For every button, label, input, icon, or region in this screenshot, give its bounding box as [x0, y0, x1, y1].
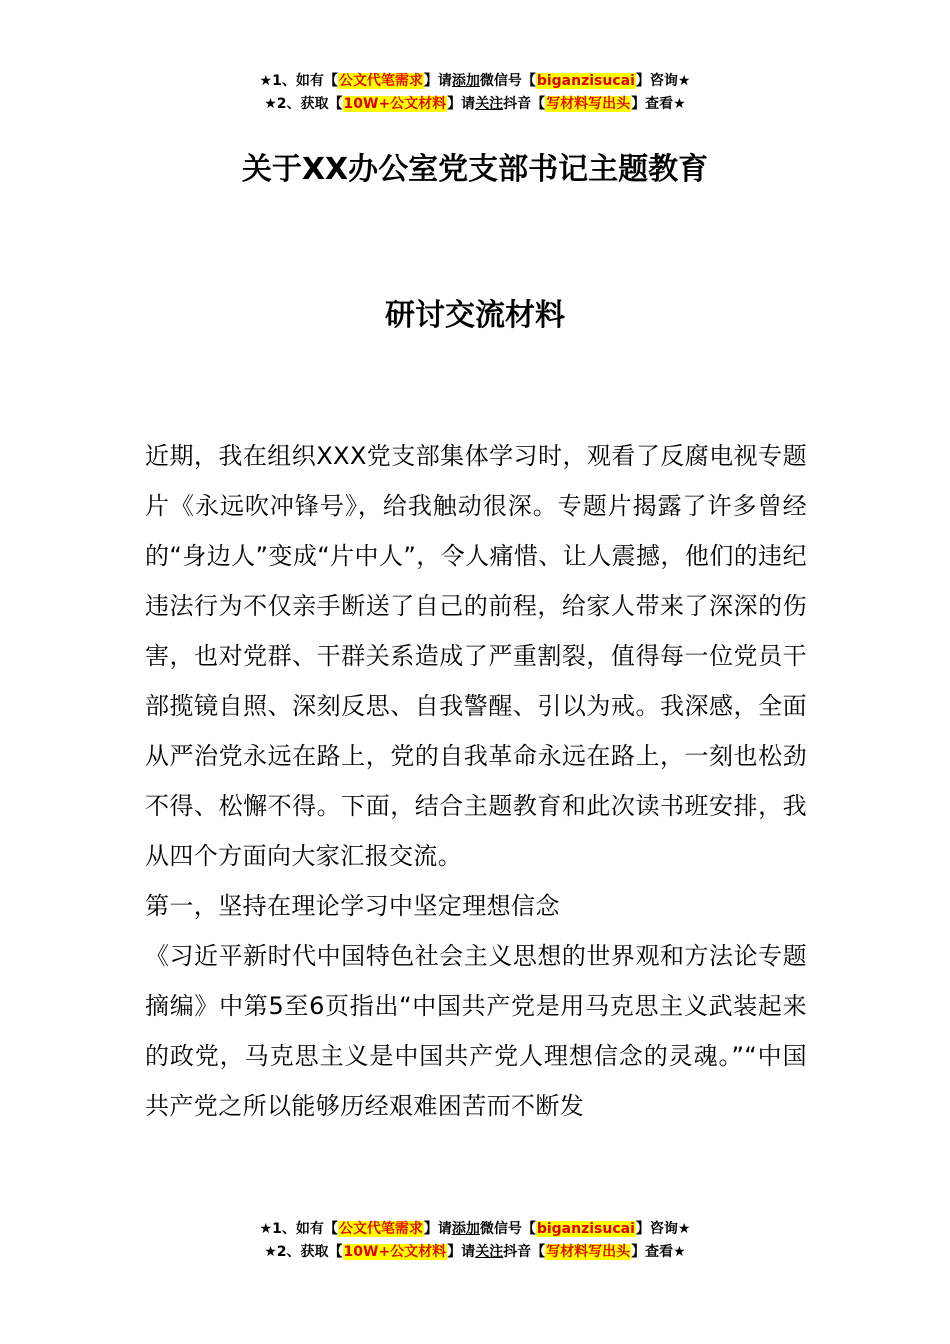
- banner-text: 】请: [447, 96, 476, 112]
- banner-text: 】咨询★: [635, 1221, 691, 1237]
- document-title-line-1: 关于XX办公室党支部书记主题教育: [241, 152, 709, 187]
- banner-underline-follow: 关注: [475, 96, 504, 112]
- header-banner: [0, 70, 950, 116]
- banner-text: ★1、如有【: [259, 1221, 338, 1237]
- body-paragraph-intro: 近期，我在组织XXX党支部集体学习时，观看了反腐电视专题片《永远吹冲锋号》，给我触动很深。专题片揭露了许多曾经的“身边人”变成“片中人”，令人痛惜、让人震撼，他们的违纪违法行为不仅亲手断送了自己的前程，给家人带来了深深的伤害，也对党群、干群关系造成了严重割裂，值得每一位党员干部揽镜自照、深刻反思、自我警醒、引以为戒。我深感，全面从严治党永远在路上，党的自我革命永远在路上，一刻也松劲不得、松懈不得。下面，结合主题教育和此次读书班安排，我从四个方面向大家汇报交流。: [145, 442, 807, 870]
- footer-banner-line-1: [0, 1218, 950, 1241]
- footer-banner: [0, 1218, 950, 1264]
- banner-highlight-douyin-id: 写材料写出头: [546, 1244, 631, 1260]
- banner-highlight-douyin-id: 写材料写出头: [546, 96, 631, 112]
- banner-text: 】请: [447, 1244, 476, 1260]
- body-heading-first: 第一，坚持在理论学习中坚定理想信念: [145, 892, 560, 920]
- banner-highlight-wechat-id: biganzisucai: [536, 1221, 635, 1237]
- document-title-line-2: 研讨交流材料: [385, 298, 565, 333]
- banner-text: 抖音【: [503, 96, 546, 112]
- banner-text: 】查看★: [631, 1244, 686, 1260]
- document-body: [145, 431, 807, 1131]
- banner-highlight-service: 公文代笔需求: [338, 73, 423, 89]
- banner-underline-add: 添加: [451, 73, 480, 89]
- banner-highlight-service: 公文代笔需求: [338, 1221, 423, 1237]
- banner-highlight-wechat-id: biganzisucai: [536, 73, 635, 89]
- banner-highlight-materials: 10W+公文材料: [343, 1244, 447, 1260]
- banner-text: 】请: [423, 1221, 452, 1237]
- banner-text: 】查看★: [631, 96, 686, 112]
- banner-text: 微信号【: [479, 73, 536, 89]
- header-banner-line-2: [0, 93, 950, 116]
- banner-text: 】咨询★: [635, 73, 691, 89]
- body-paragraph-quote: 《习近平新时代中国特色社会主义思想的世界观和方法论专题摘编》中第5至6页指出“中国共产党是用马克思主义武装起来的政党，马克思主义是中国共产党人理想信念的灵魂。”“中国共产党之所以能够历经艰难困苦而不断发: [145, 942, 807, 1120]
- banner-text: 抖音【: [503, 1244, 546, 1260]
- banner-text: ★2、获取【: [264, 96, 343, 112]
- banner-text: 】请: [423, 73, 452, 89]
- footer-banner-line-2: [0, 1241, 950, 1264]
- banner-text: 微信号【: [479, 1221, 536, 1237]
- banner-underline-add: 添加: [451, 1221, 480, 1237]
- banner-highlight-materials: 10W+公文材料: [343, 96, 447, 112]
- header-banner-line-1: [0, 70, 950, 93]
- banner-text: ★2、获取【: [264, 1244, 343, 1260]
- banner-text: ★1、如有【: [259, 73, 338, 89]
- banner-underline-follow: 关注: [475, 1244, 504, 1260]
